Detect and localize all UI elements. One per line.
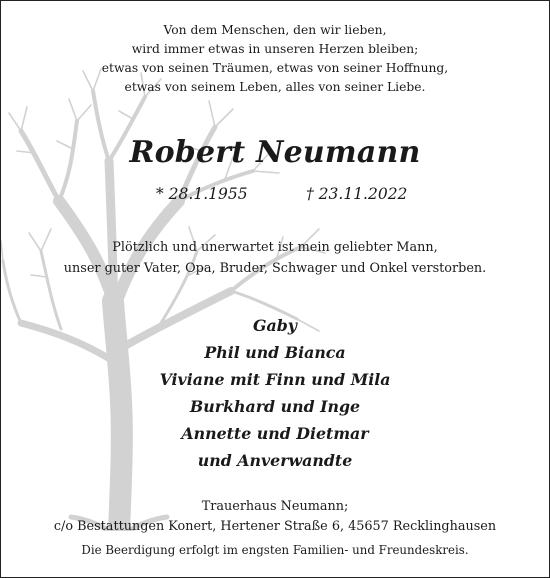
mourner: Phil und Bianca — [204, 343, 346, 362]
poem-line: Von dem Menschen, den wir lieben, — [163, 23, 387, 37]
mourners-list — [1, 312, 549, 474]
funeral-home-address — [1, 497, 549, 537]
mourner: Annette und Dietmar — [181, 424, 369, 443]
birth-date: * 28.1.1955 — [156, 185, 248, 203]
death-date: † 23.11.2022 — [306, 185, 408, 203]
funeral-home-line: Trauerhaus Neumann; — [201, 499, 349, 514]
funeral-home-line: c/o Bestattungen Konert, Hertener Straße 6, 45657 Recklinghausen — [53, 519, 497, 534]
mourner: Burkhard und Inge — [189, 397, 361, 416]
announcement-line: Plötzlich und unerwartet ist mein geliebter Mann, — [112, 240, 438, 255]
poem-line: etwas von seinem Leben, alles von seiner Liebe. — [124, 80, 426, 94]
mourner: Viviane mit Finn und Mila — [159, 370, 391, 389]
mourner: und Anverwandte — [197, 451, 353, 470]
deceased-name: Robert Neumann — [129, 135, 421, 170]
poem-line: wird immer etwas in unseren Herzen bleiben; — [131, 42, 419, 56]
mourner: Gaby — [253, 316, 297, 335]
poem-line: etwas von seinen Träumen, etwas von seiner Hoffnung, — [101, 61, 449, 75]
announcement — [1, 237, 549, 279]
poem — [1, 21, 549, 97]
announcement-line: unser guter Vater, Opa, Bruder, Schwager und Onkel verstorben. — [63, 261, 487, 276]
funeral-note: Die Beerdigung erfolgt im engsten Familien- und Freundeskreis. — [81, 543, 469, 557]
